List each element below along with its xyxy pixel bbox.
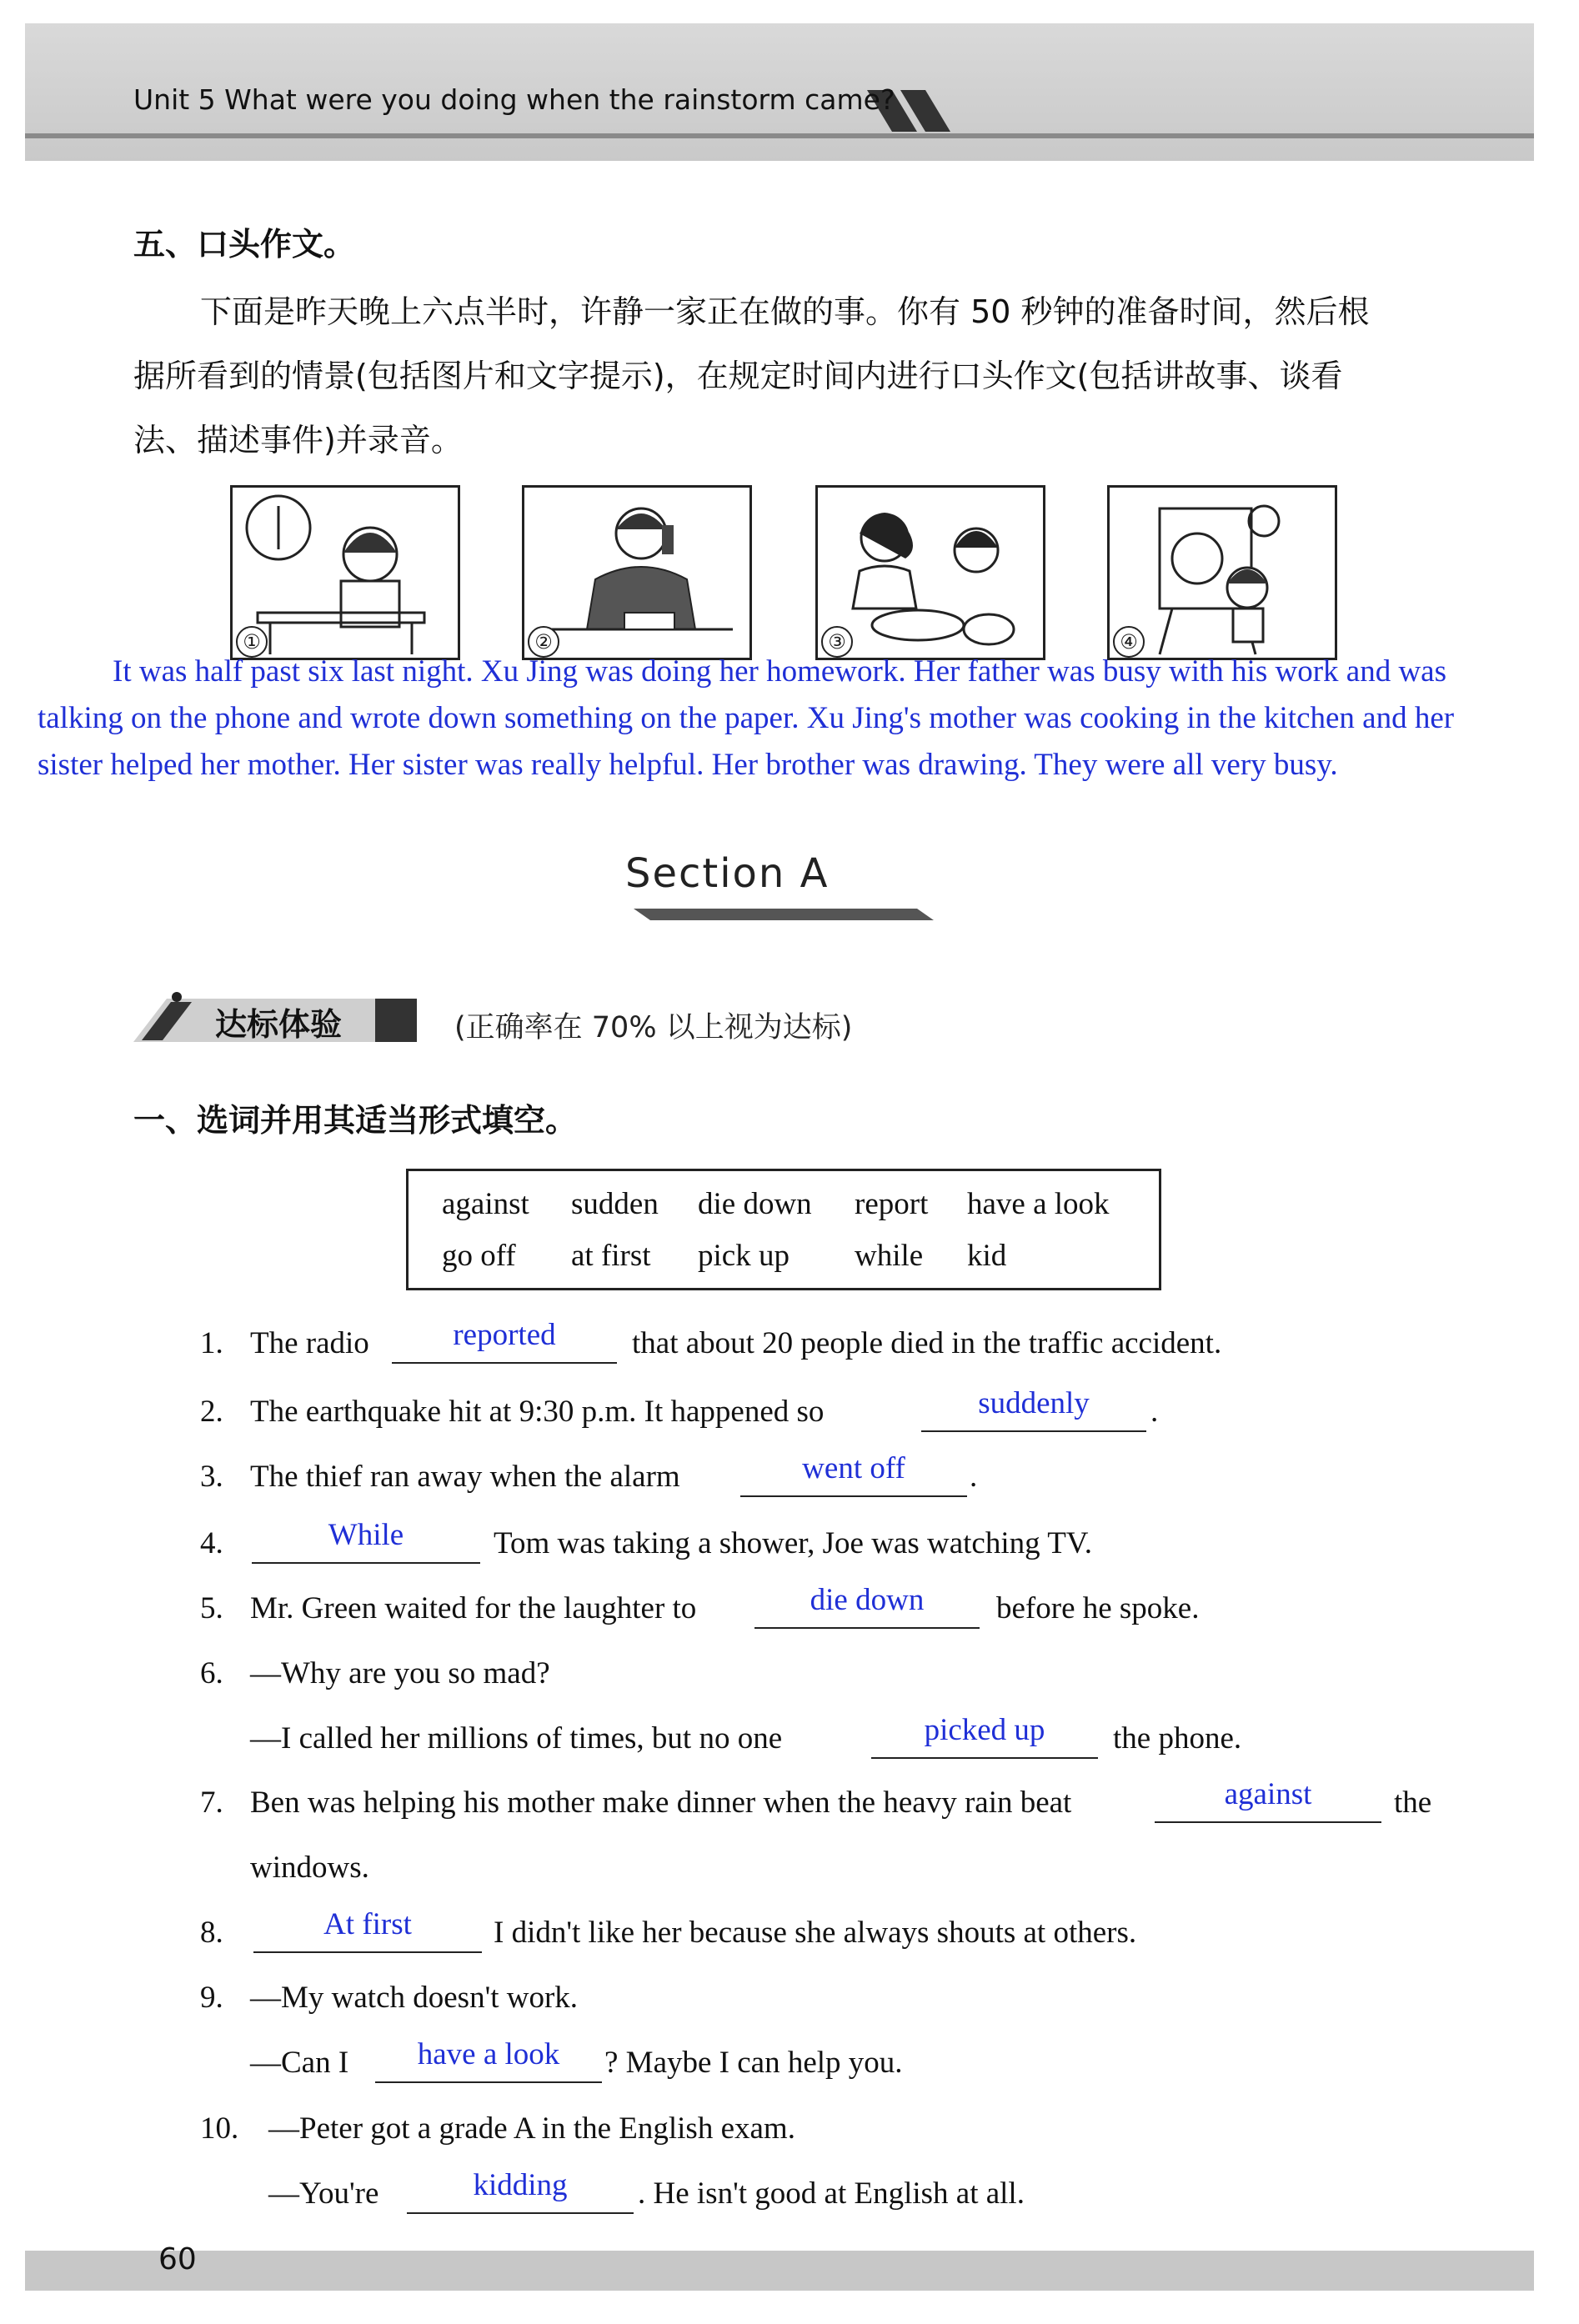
brother-drawing-icon [1110,488,1335,658]
exercise-item-7 [0,1777,1579,1843]
item-text-before: —I called her millions of times, but no one [250,1721,783,1756]
item-text-after: ? Maybe I can help you. [604,2046,903,2080]
header-rule [25,133,1534,138]
item-text-continuation: windows. [250,1851,369,1885]
exercise-item-9-answer-line [0,2037,1579,2103]
item-number: 5. [200,1591,223,1625]
item-text-before: The thief ran away when the alarm [250,1460,680,1494]
item-number: 4. [200,1526,223,1560]
exercise-item-3 [0,1451,1579,1517]
answer-line-3: sister helped her mother. Her sister was really helpful. Her brother was drawing. They were all very busy. [38,748,1338,782]
question-one-heading: 一、选词并用其适当形式填空。 [133,1102,578,1139]
section-five-heading: 五、口头作文。 [133,226,356,263]
exercise-item-6-answer-line [0,1713,1579,1779]
answer-text: against [1224,1777,1312,1811]
picture-4 [1107,485,1337,660]
item-text-after: . He isn't good at English at all. [638,2176,1025,2211]
word-option: go off [442,1239,516,1273]
exercise-item-9 [0,1980,1579,2038]
answer-text: went off [802,1451,905,1485]
item-dialogue-line: —Peter got a grade A in the English exam. [268,2111,795,2146]
section-a-title: Section A [625,850,830,897]
answer-text: suddenly [978,1386,1090,1420]
father-on-phone-icon [524,488,749,658]
item-text-before: Ben was helping his mother make dinner when the heavy rain beat [250,1786,1072,1820]
girl-doing-homework-icon [233,488,458,658]
section-a-underline [634,909,934,920]
item-text-before: —You're [268,2176,379,2211]
item-dialogue-line: —Why are you so mad? [250,1656,550,1690]
unit-title: Unit 5 What were you doing when the rainstorm came? [133,83,895,116]
word-option: at first [571,1239,651,1273]
item-number: 6. [200,1656,223,1690]
word-option: kid [967,1239,1007,1273]
exercise-item-8 [0,1907,1579,1973]
answer-text: At first [323,1907,412,1941]
instruction-line-3: 法、描述事件)并录音。 [133,422,463,458]
picture-number: ② [528,626,559,658]
exercise-item-10 [0,2111,1579,2169]
page-footer [25,2251,1534,2291]
exercise-item-2 [0,1386,1579,1452]
word-option: have a look [967,1187,1110,1221]
exercise-item-1 [0,1318,1579,1384]
item-number: 3. [200,1460,223,1494]
item-text-after: I didn't like her because she always shouts at others. [494,1916,1137,1950]
item-number: 1. [200,1326,223,1360]
answer-text: die down [810,1583,925,1617]
word-option: sudden [571,1187,659,1221]
answer-line-2: talking on the phone and wrote down something on the paper. Xu Jing's mother was cooking in the kitchen and her [38,701,1455,735]
item-text-after: the phone. [1113,1721,1242,1756]
answer-text: While [328,1518,404,1552]
item-text-before: The radio [250,1326,369,1360]
word-option: against [442,1187,529,1221]
item-text-after: Tom was taking a shower, Joe was watching TV. [494,1526,1092,1560]
picture-number: ④ [1113,626,1145,658]
picture-number: ③ [821,626,853,658]
item-text-after: before he spoke. [996,1591,1200,1625]
exercise-item-7-continuation [0,1850,1579,1908]
item-number: 9. [200,1981,223,2015]
exercise-item-6 [0,1655,1579,1714]
answer-text: have a look [417,2037,560,2071]
item-number: 7. [200,1786,223,1820]
word-option: while [855,1239,924,1273]
answer-text: reported [453,1318,556,1352]
picture-2 [522,485,752,660]
item-text-before: The earthquake hit at 9:30 p.m. It happened so [250,1395,825,1429]
item-text-after: . [1150,1395,1159,1429]
item-number: 8. [200,1916,223,1950]
picture-3 [815,485,1045,660]
answer-line-1: It was half past six last night. Xu Jing was doing her homework. Her father was busy with his work and was [113,654,1446,689]
word-option: report [855,1187,929,1221]
mother-and-sister-cooking-icon [818,488,1043,658]
exercise-item-5 [0,1583,1579,1649]
badge-label: 达标体验 [215,1006,343,1043]
instruction-line-1: 下面是昨天晚上六点半时，许静一家正在做的事。你有 50 秒钟的准备时间，然后根 [200,293,1370,330]
page-number: 60 [158,2242,197,2276]
item-text-after: . [970,1460,978,1494]
picture-number: ① [236,626,268,658]
answer-text: picked up [924,1713,1045,1747]
item-number: 2. [200,1395,223,1429]
item-text-after: that about 20 people died in the traffic accident. [632,1326,1222,1360]
picture-1 [230,485,460,660]
word-box [406,1169,1161,1290]
item-text-before: Mr. Green waited for the laughter to [250,1591,697,1625]
item-dialogue-line: —My watch doesn't work. [250,1981,579,2015]
badge-note: (正确率在 70% 以上视为达标) [454,1011,853,1044]
exercise-item-4 [0,1518,1579,1584]
instruction-line-2: 据所看到的情景(包括图片和文字提示)，在规定时间内进行口头作文(包括讲故事、谈看 [133,358,1343,394]
word-option: pick up [698,1239,790,1273]
exercise-item-10-answer-line [0,2168,1579,2234]
item-number: 10. [200,2111,239,2146]
item-text-before: —Can I [250,2046,349,2080]
item-text-after: the [1394,1786,1432,1820]
answer-text: kidding [473,2168,568,2202]
word-option: die down [698,1187,812,1221]
